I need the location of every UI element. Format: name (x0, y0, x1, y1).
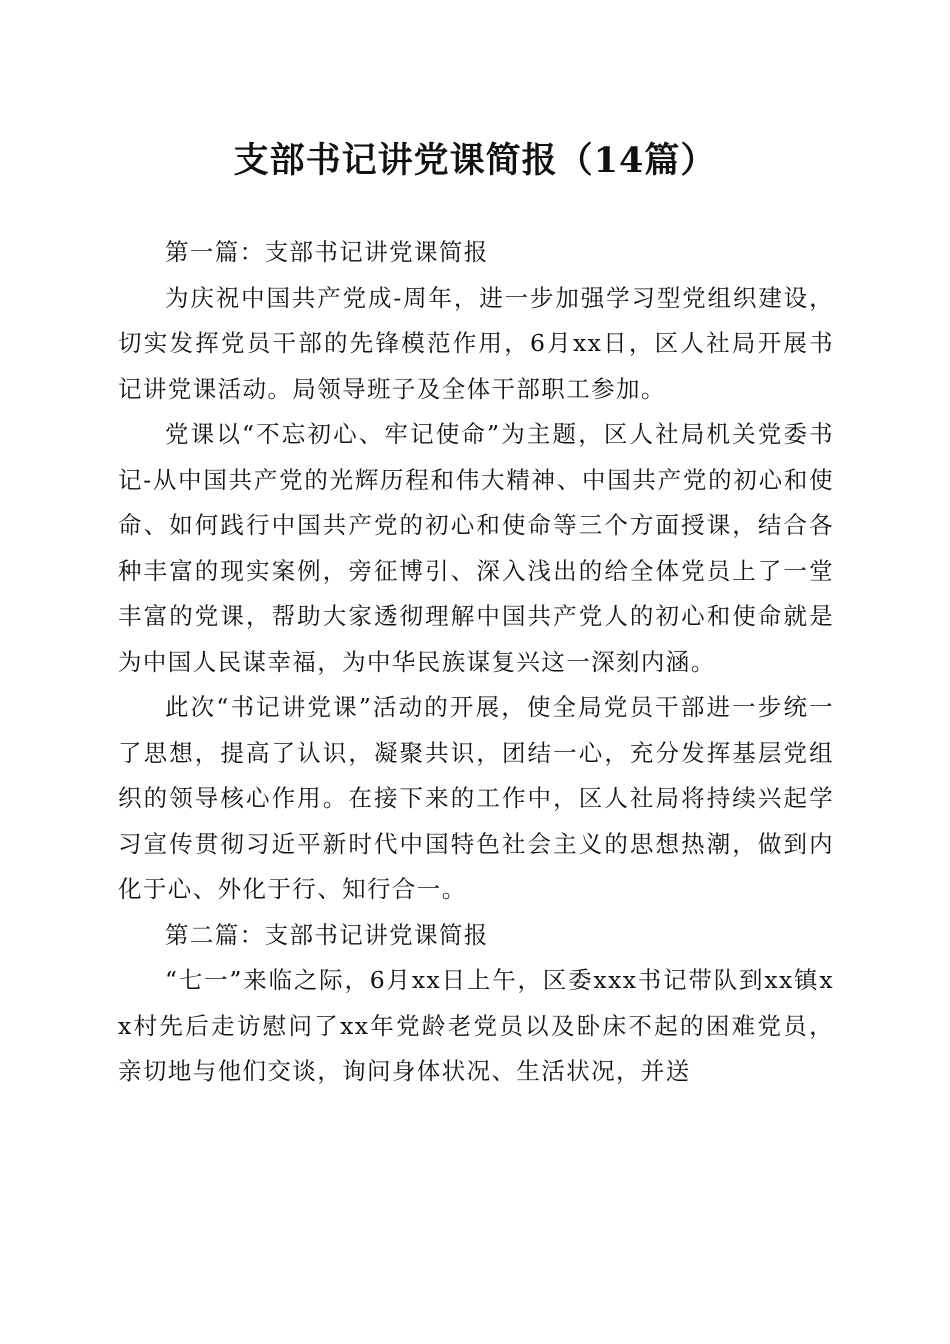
paragraph: 为庆祝中国共产党成-周年，进一步加强学习型党组织建设，切实发挥党员干部的先锋模范作用，6月xx日，区人社局开展书记讲党课活动。局领导班子及全体干部职工参加。 (118, 283, 834, 403)
document-body (118, 230, 834, 1095)
section-heading-1: 第一篇：支部书记讲党课简报 (165, 238, 489, 266)
paragraph: 此次“书记讲党课”活动的开展，使全局党员干部进一步统一了思想，提高了认识，凝聚共识，团结一心，充分发挥基层党组织的领导核心作用。在接下来的工作中，区人社局将持续兴起学习宣传贯彻习近平新时代中国特色社会主义的思想热潮，做到内化于心、外化于行、知行合一。 (118, 693, 834, 903)
section-heading-2: 第二篇：支部书记讲党课简报 (165, 920, 489, 949)
paragraph: 党课以“不忘初心、牢记使命”为主题，区人社局机关党委书记-从中国共产党的光辉历程和伟大精神、中国共产党的初心和使命、如何践行中国共产党的初心和使命等三个方面授课，结合各种丰富的现实案例，旁征博引、深入浅出的给全体党员上了一堂丰富的党课，帮助大家透彻理解中国共产党人的初心和使命就是为中国人民谋幸福，为中华民族谋复兴这一深刻内涵。 (118, 420, 834, 676)
document-title: 支部书记讲党课简报（14篇） (233, 140, 717, 181)
paragraph: “七一”来临之际，6月xx日上午，区委xxx书记带队到xx镇xx村先后走访慰问了xx年党龄老党员以及卧床不起的困难党员，亲切地与他们交谈，询问身体状况、生活状况，并送 (118, 966, 834, 1085)
